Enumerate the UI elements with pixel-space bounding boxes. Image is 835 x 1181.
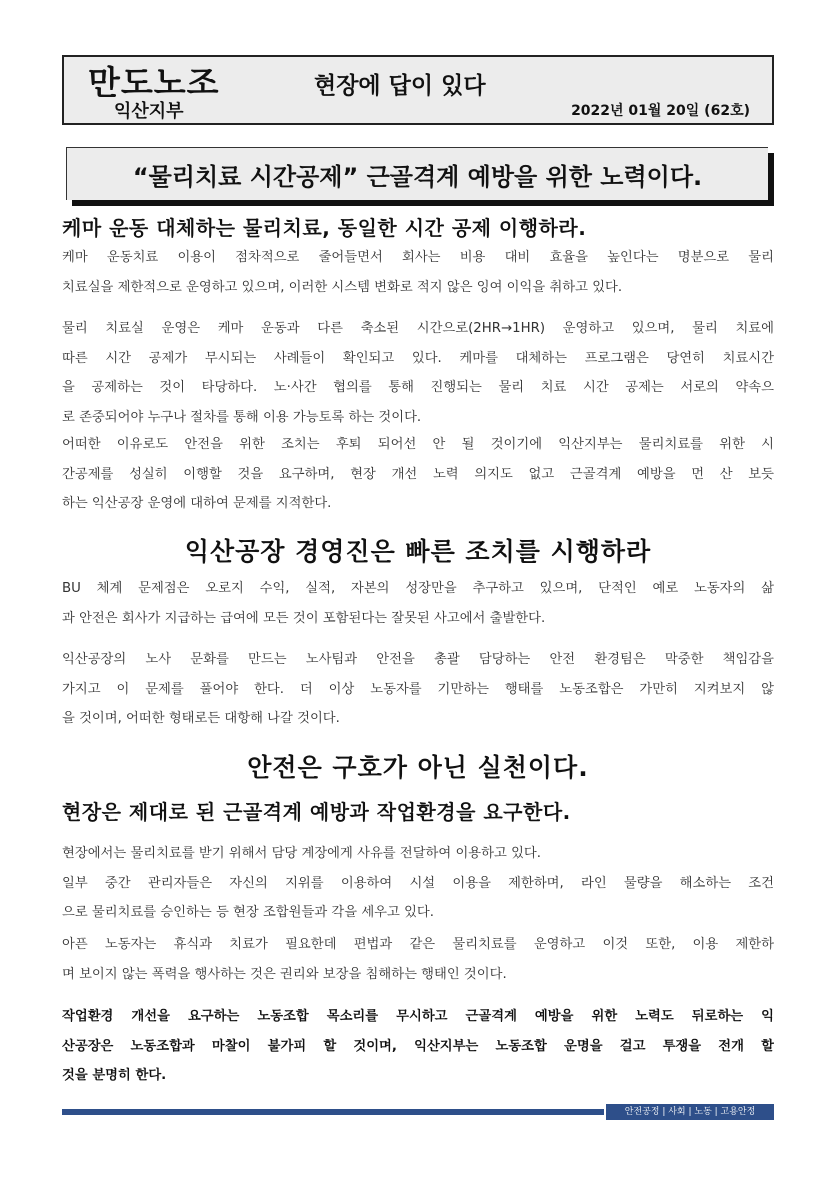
union-name: 만도노조 [88, 63, 220, 102]
text-line: 케마 운동치료 이용이 점차적으로 줄어들면서 회사는 비용 대비 효율을 높인다는 명분으로 물리 [62, 250, 774, 265]
section1-paragraph-1 [62, 243, 774, 302]
branch-name: 익산지부 [114, 101, 184, 122]
footer-caption: 안전공정 | 사회 | 노동 | 고용안정 [606, 1104, 774, 1120]
text-line: 로 존중되어야 누구나 절차를 통해 이용 가능토록 하는 것이다. [62, 409, 422, 425]
text-line: 으로 물리치료를 승인하는 등 현장 조합원들과 각을 세우고 있다. [62, 905, 435, 920]
text-line: 하는 익산공장 운영에 대하여 문제를 지적한다. [62, 496, 332, 511]
text-line: 일부 중간 관리자들은 자신의 지위를 이용하여 시설 이용을 제한하며, 라인 물량을 해소하는 조건 [62, 875, 774, 891]
text-line: 따른 시간 공제가 무시되는 사례들이 확인되고 있다. 케마를 대체하는 프로그램은 당연히 치료시간 [62, 350, 774, 366]
text-line: 간공제를 성실히 이행할 것을 요구하며, 현장 개선 노력 의지도 없고 근골격계 예방을 먼 산 보듯 [62, 466, 774, 482]
text-line: 어떠한 이유로도 안전을 위한 조치는 후퇴 되어선 안 될 것이기에 익산지부는 물리치료를 위한 시 [62, 437, 774, 452]
text-line: 작업환경 개선을 요구하는 노동조합 목소리를 무시하고 근골격계 예방을 위한 노력도 뒤로하는 익 [62, 1009, 774, 1024]
text-line: 것을 분명히 한다. [62, 1068, 167, 1083]
text-line: 며 보이지 않는 폭력을 행사하는 것은 권리와 보장을 침해하는 행태인 것이다. [62, 966, 507, 982]
headline-box [66, 147, 768, 200]
section3-subheading: 현장은 제대로 된 근골격계 예방과 작업환경을 요구한다. [62, 800, 571, 824]
text-line: 현장에서는 물리치료를 받기 위해서 담당 계장에게 사유를 전달하여 이용하고 있다. [62, 846, 541, 861]
text-line: 물리 치료실 운영은 케마 운동과 다른 축소된 시간으로(2HR→1HR) 운영하고 있으며, 물리 치료에 [62, 321, 774, 336]
text-line: 가지고 이 문제를 풀어야 한다. 더 이상 노동자를 기만하는 행태를 노동조합은 가만히 지켜보지 않 [62, 681, 774, 697]
section3-paragraph-2 [62, 930, 774, 989]
footer-bar [62, 1109, 604, 1115]
text-line: 을 것이며, 어떠한 형태로든 대항해 나갈 것이다. [62, 711, 340, 726]
section3-paragraph-1 [62, 839, 774, 928]
section2-heading: 익산공장 경영진은 빠른 조치를 시행하라 [184, 537, 652, 566]
section3-paragraph-3 [62, 1002, 774, 1091]
headline: “물리치료 시간공제” 근골격계 예방을 위한 노력이다. [132, 163, 703, 191]
text-line: 치료실을 제한적으로 운영하고 있으며, 이러한 시스템 변화로 적지 않은 잉여 이익을 취하고 있다. [62, 279, 623, 295]
section3-heading: 안전은 구호가 아닌 실천이다. [247, 753, 589, 782]
section2-paragraph-2 [62, 645, 774, 734]
text-line: 아픈 노동자는 휴식과 치료가 필요한데 편법과 같은 물리치료를 운영하고 이것 또한, 이용 제한하 [62, 937, 774, 952]
text-line: 익산공장의 노사 문화를 만드는 노사팀과 안전을 총괄 담당하는 안전 환경팀은 막중한 책임감을 [62, 652, 774, 667]
section1-heading: 케마 운동 대체하는 물리치료, 동일한 시간 공제 이행하라. [62, 216, 587, 240]
section2-paragraph-1 [62, 574, 774, 633]
section1-paragraph-3 [62, 430, 774, 519]
slogan: 현장에 답이 있다 [314, 73, 486, 99]
text-line: 을 공제하는 것이 타당하다. 노·사간 협의를 통해 진행되는 물리 치료 시간 공제는 서로의 약속으 [62, 380, 774, 395]
issue-date: 2022년 01월 20일 (62호) [571, 103, 750, 119]
masthead [62, 55, 774, 125]
text-line: 과 안전은 회사가 지급하는 급여에 모든 것이 포함된다는 잘못된 사고에서 출발한다. [62, 610, 546, 626]
section1-paragraph-2 [62, 314, 774, 432]
text-line: BU 체계 문제점은 오로지 수익, 실적, 자본의 성장만을 추구하고 있으며, 단적인 예로 노동자의 삶 [62, 581, 774, 596]
text-line: 산공장은 노동조합과 마찰이 불가피 할 것이며, 익산지부는 노동조합 운명을 걸고 투쟁을 전개 할 [62, 1038, 774, 1054]
